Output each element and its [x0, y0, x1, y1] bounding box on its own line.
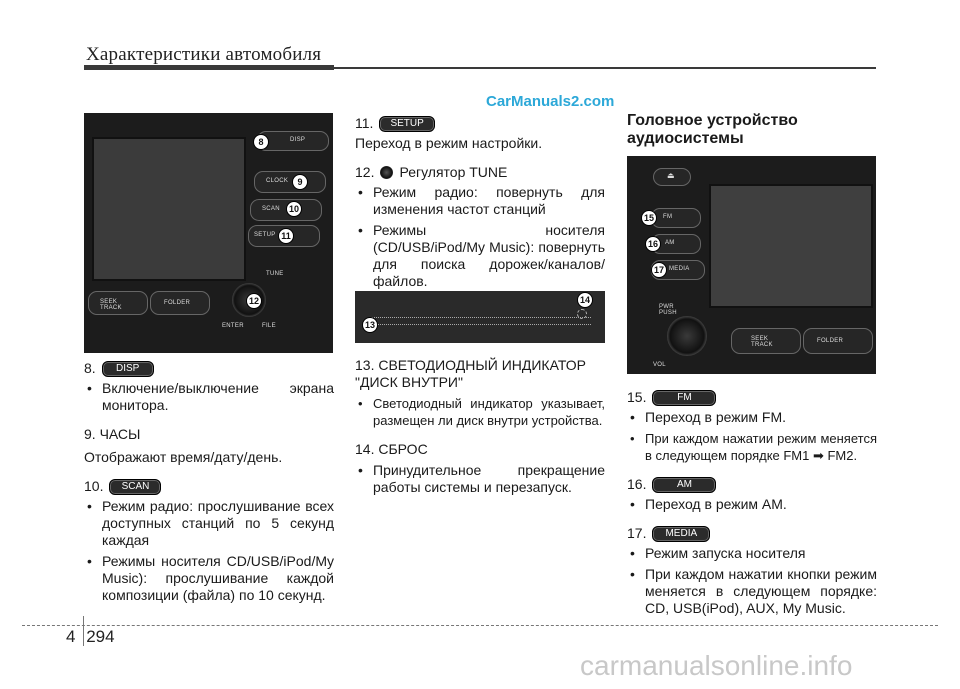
item15-number: 15. [627, 389, 647, 405]
item16-number: 16. [627, 476, 647, 492]
pwr-label: PWR [659, 304, 674, 310]
clock-button [254, 171, 326, 193]
vol-label: VOL [653, 362, 666, 368]
seek-label-right: SEEK TRACK [751, 336, 773, 348]
item17-bullet-2: • При каждом нажатии кнопки режим меняется в следующем порядке: CD, USB(iPod), AUX, My Music. [627, 566, 877, 617]
clock-label: CLOCK [266, 178, 289, 184]
header-rule-accent [84, 65, 334, 70]
am-badge: AM [652, 477, 716, 493]
scan-badge: SCAN [109, 479, 161, 495]
am-label: AM [665, 240, 675, 246]
tune-label: TUNE [266, 271, 284, 277]
media-badge: MEDIA [652, 526, 710, 542]
item16-bullet: • Переход в режим AM. [627, 496, 877, 513]
footer-dashed-rule [22, 625, 938, 626]
site-watermark[interactable]: CarManuals2.com [486, 93, 615, 110]
display-screen-right [709, 184, 873, 308]
item15-bullet-2: • При каждом нажатии режим меняется в следующем порядке FM1 ➡ FM2. [627, 430, 877, 464]
callout-8: 8 [253, 134, 269, 150]
item11-number: 11. [355, 115, 374, 131]
item10-number: 10. [84, 478, 104, 494]
column-2-lower [355, 357, 605, 496]
section-heading: Головное устройство аудиосистемы [627, 112, 798, 147]
header-title: Характеристики автомобиля [86, 44, 322, 65]
scan-label: SCAN [262, 206, 280, 212]
head-unit-photo-right [627, 156, 876, 374]
setup-label: SETUP [254, 232, 276, 238]
reset-hole [577, 309, 587, 319]
folder-label-right: FOLDER [817, 338, 844, 344]
item12-number: 12. [355, 164, 375, 180]
footer-watermark[interactable]: carmanualsonline.info [580, 650, 853, 681]
callout-16: 16 [645, 236, 661, 252]
setup-badge: SETUP [379, 116, 434, 132]
display-screen [92, 137, 246, 281]
fm-button [651, 208, 701, 228]
item13-title: 13. СВЕТОДИОДНЫЙ ИНДИКАТОР "ДИСК ВНУТРИ" [355, 357, 586, 390]
head-unit-photo-left [84, 113, 333, 353]
item17-number: 17. [627, 525, 647, 541]
volume-knob [667, 316, 707, 356]
item13-bullet: • Светодиодный индикатор указывает, размещен ли диск внутри устройства. [355, 395, 605, 429]
callout-14: 14 [577, 292, 593, 308]
item12-bullet-2: • Режимы носителя (CD/USB/iPod/My Music): повернуть для поиска дорожек/каналов/файлов. [355, 222, 605, 290]
folder-label: FOLDER [164, 300, 191, 306]
item14-title: 14. СБРОС [355, 441, 428, 457]
item12-text: Регулятор TUNE [399, 164, 508, 180]
fm-badge: FM [652, 390, 716, 406]
eject-icon: ⏏ [667, 171, 675, 180]
enter-label: ENTER [222, 323, 244, 329]
column-1 [84, 360, 334, 604]
callout-10: 10 [286, 201, 302, 217]
column-3 [627, 389, 877, 617]
seek-label: SEEK TRACK [100, 299, 122, 311]
column-2 [355, 115, 605, 290]
tune-knob-icon [380, 166, 393, 179]
push-label: PUSH [659, 310, 677, 316]
disp-label: DISP [290, 137, 306, 143]
item12-bullet-1: • Режим радио: повернуть для изменения частот станций [355, 184, 605, 218]
callout-12: 12 [246, 293, 262, 309]
disc-slot-photo [355, 291, 605, 343]
media-label: MEDIA [669, 266, 690, 272]
fm-label: FM [663, 214, 673, 220]
section-number: 4 [66, 627, 76, 646]
file-label: FILE [262, 323, 276, 329]
item10-bullet-1: • Режим радио: прослушивание всех доступных станций по 5 секунд каждая [84, 498, 334, 549]
callout-15: 15 [641, 210, 657, 226]
callout-13: 13 [362, 317, 378, 333]
footer-page-number [66, 627, 115, 647]
item14-bullet: • Принудительное прекращение работы системы и перезапуск. [355, 462, 605, 496]
item9-text: Отображают время/дату/день. [84, 449, 283, 465]
callout-17: 17 [651, 262, 667, 278]
disc-slot [371, 317, 591, 325]
callout-9: 9 [292, 174, 308, 190]
item10-bullet-2: • Режимы носителя CD/USB/iPod/My Music): прослушивание каждой композиции (файла) по 10 секунд. [84, 553, 334, 604]
item8-bullet: • Включение/выключение экрана монитора. [84, 380, 334, 414]
item8-number: 8. [84, 360, 96, 376]
item11-text: Переход в режим настройки. [355, 135, 543, 151]
callout-11: 11 [278, 228, 294, 244]
disp-badge: DISP [102, 361, 154, 377]
item15-bullet-1: • Переход в режим FM. [627, 409, 877, 426]
item17-bullet-1: • Режим запуска носителя [627, 545, 877, 562]
item9-title: 9. ЧАСЫ [84, 426, 141, 442]
page-number: 294 [86, 627, 115, 646]
